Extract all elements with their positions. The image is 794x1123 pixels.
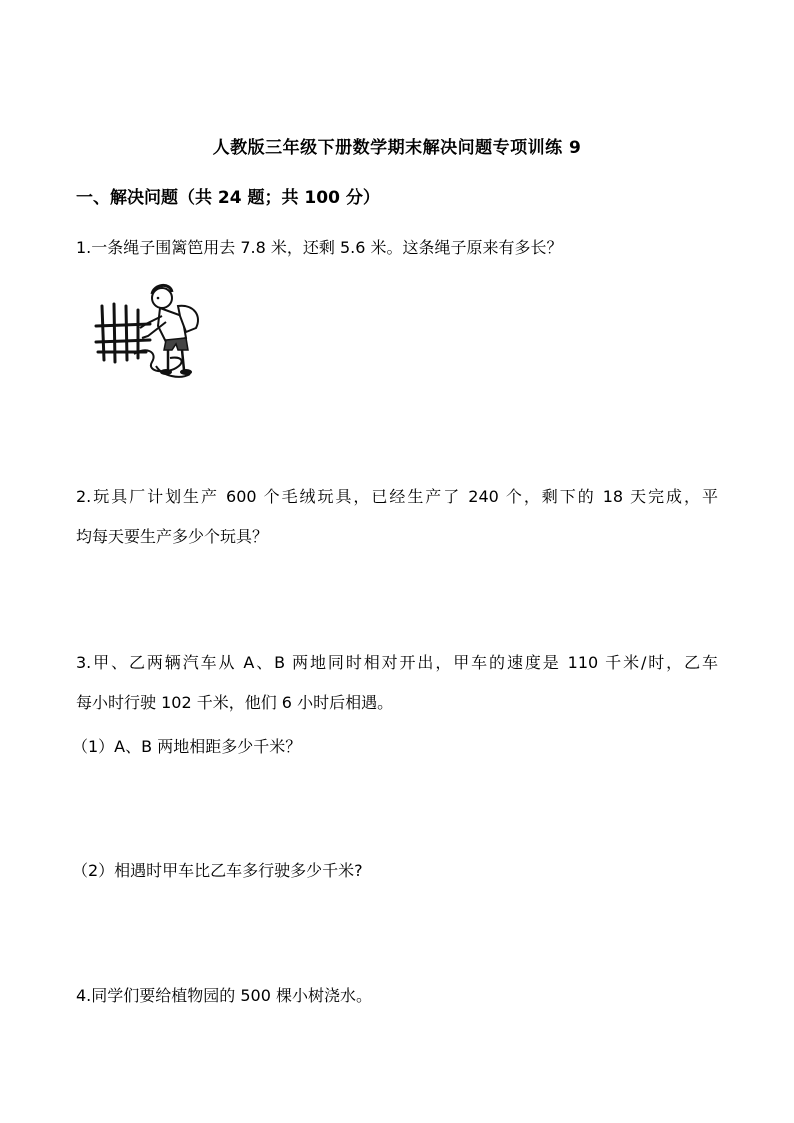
question-1-text: 1.一条绳子围篱笆用去 7.8 米，还剩 5.6 米。这条绳子原来有多长？ bbox=[76, 238, 563, 257]
question-2-line-1: 2.玩具厂计划生产 600 个毛绒玩具，已经生产了 240 个，剩下的 18 天完成，平 bbox=[76, 487, 718, 506]
page-title: 人教版三年级下册数学期末解决问题专项训练 9 bbox=[212, 138, 582, 158]
question-2-line-2: 均每天要生产多少个玩具？ bbox=[76, 527, 269, 546]
question-3-part-1: （1）A、B 两地相距多少千米？ bbox=[72, 737, 302, 756]
section-heading: 一、解决问题（共 24 题；共 100 分） bbox=[76, 188, 380, 208]
question-3-line-1: 3.甲、乙两辆汽车从 A、B 两地同时相对开出，甲车的速度是 110 千米/时，乙车 bbox=[76, 653, 718, 672]
boy-tying-rope-fence-illustration bbox=[86, 276, 216, 384]
question-3-line-2: 每小时行驶 102 千米，他们 6 小时后相遇。 bbox=[76, 693, 394, 712]
question-4-text: 4.同学们要给植物园的 500 棵小树浇水。 bbox=[76, 986, 372, 1005]
question-3-part-2: （2）相遇时甲车比乙车多行驶多少千米? bbox=[72, 861, 363, 880]
